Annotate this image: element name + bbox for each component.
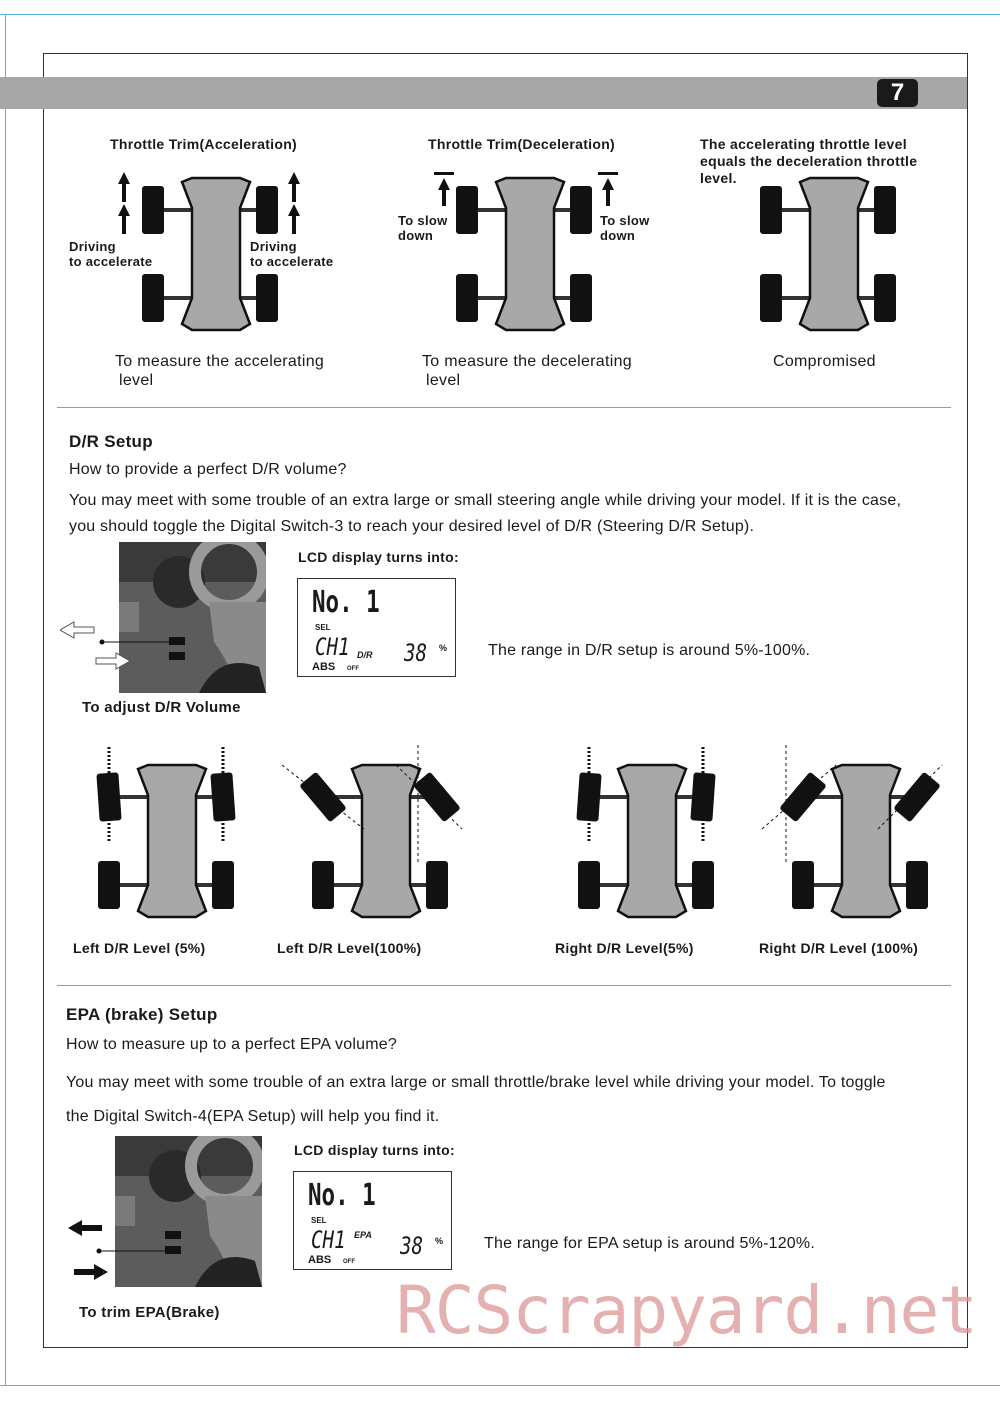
- car-diagram-compromise: [732, 172, 932, 337]
- header-bar: [0, 77, 967, 109]
- throttle-decel-title: Throttle Trim(Deceleration): [428, 136, 616, 152]
- dr-lcd-label: LCD display turns into:: [298, 549, 459, 565]
- dr-paragraph: You may meet with some trouble of an extra large or small steering angle while driving your model. If it is the case, you should toggle the Digital Switch-3 to reach your desired level of D/R (Steering D/R Setup).: [69, 492, 902, 535]
- level-label-1: Left D/R Level (5%): [73, 940, 206, 956]
- accel-right-label: Driving to accelerate: [250, 239, 334, 269]
- dr-heading: D/R Setup: [69, 432, 153, 451]
- dr-photo-caption: To adjust D/R Volume: [82, 699, 241, 716]
- left-rule: [5, 14, 6, 1386]
- dr-level-diagrams: [60, 745, 960, 930]
- epa-paragraph: You may meet with some trouble of an extra large or small throttle/brake level while driving your model. To toggle the Digital Switch-4(EPA Setup) will help you find it.: [66, 1074, 886, 1125]
- epa-photo-caption: To trim EPA(Brake): [79, 1304, 220, 1321]
- throttle-accel-title: Throttle Trim(Acceleration): [110, 136, 298, 152]
- transmitter-photo-dr: [119, 542, 266, 693]
- level-label-2: Left D/R Level(100%): [277, 940, 422, 956]
- watermark: RCScrapyard.net: [396, 1272, 978, 1349]
- level-label-4: Right D/R Level (100%): [759, 940, 919, 956]
- accel-left-label: Driving to accelerate: [69, 239, 153, 269]
- level-label-3: Right D/R Level(5%): [555, 940, 694, 956]
- accel-caption: To measure the accelerating level: [115, 353, 325, 389]
- epa-lcd-label: LCD display turns into:: [294, 1142, 455, 1158]
- car-diagram-decel: [428, 172, 628, 337]
- bottom-rule: [0, 1385, 1000, 1386]
- decel-right-label: To slow down: [600, 213, 650, 243]
- compromise-caption: Compromised: [773, 353, 876, 370]
- section-divider-2: [57, 985, 951, 986]
- compromise-title: The accelerating throttle level equals the deceleration throttle level.: [700, 136, 918, 186]
- epa-lcd-display: No. 1 SEL CH1 EPA ABS OFF 38 %: [293, 1171, 452, 1270]
- epa-heading: EPA (brake) Setup: [66, 1005, 218, 1024]
- epa-range: The range for EPA setup is around 5%-120%.: [484, 1235, 815, 1252]
- section-divider: [57, 407, 951, 408]
- switch-arrows-epa: [68, 1220, 188, 1280]
- car-left-5: [96, 747, 235, 917]
- dr-range: The range in D/R setup is around 5%-100%.: [488, 642, 811, 659]
- dr-question: How to provide a perfect D/R volume?: [69, 461, 347, 478]
- switch-arrows-dr: [60, 620, 185, 670]
- decel-caption: To measure the decelerating level: [422, 353, 632, 389]
- epa-question: How to measure up to a perfect EPA volume?: [66, 1036, 397, 1053]
- page-number: 7: [877, 79, 918, 107]
- dr-lcd-display: No. 1 SEL CH1 D/R ABS OFF 38 %: [297, 578, 456, 677]
- top-rule: [0, 14, 1000, 15]
- car-right-5: [576, 747, 715, 917]
- car-left-100: [282, 745, 462, 917]
- decel-left-label: To slow down: [398, 213, 448, 243]
- car-right-100: [762, 745, 942, 917]
